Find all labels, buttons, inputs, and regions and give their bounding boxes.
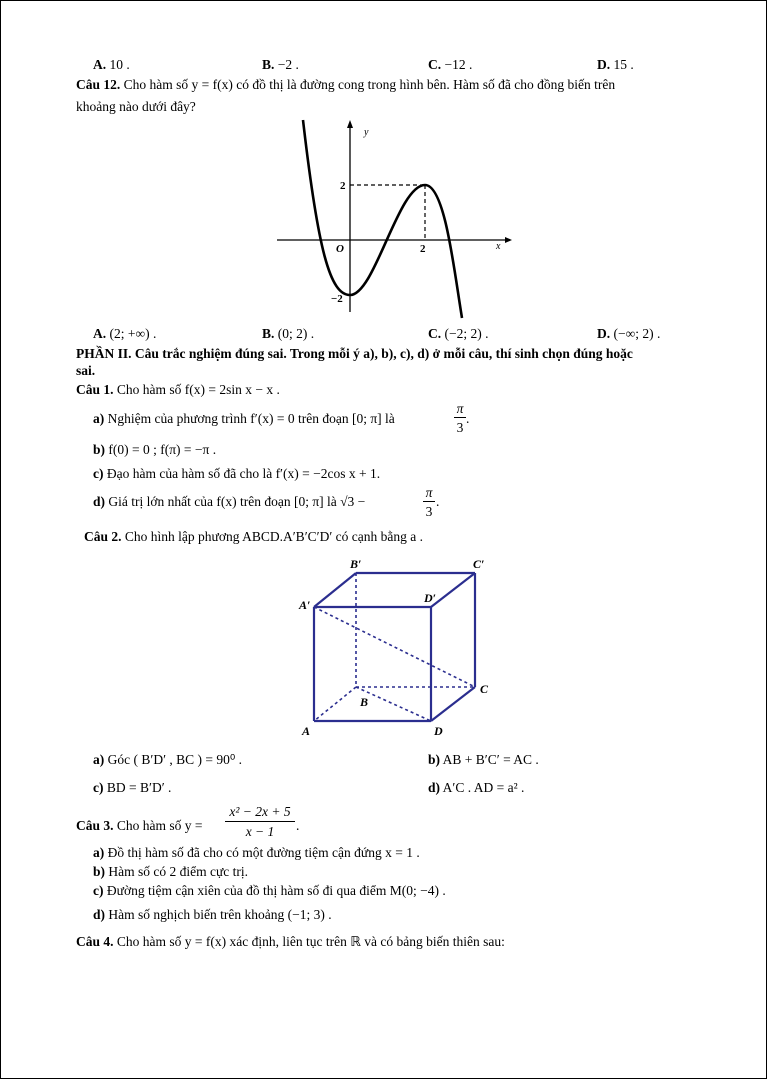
q3-item-b: b) Hàm số có 2 điểm cực trị.: [93, 864, 249, 879]
q3-frac-bar: [225, 821, 295, 822]
q1-item-b: b) f(0) = 0 ; f(π) = −π .: [93, 442, 217, 457]
q2-item-d: d) A′C . AD = a² .: [428, 780, 525, 795]
q12-option-c: C. (−2; 2) .: [428, 326, 489, 341]
vertex-d1: D′: [424, 591, 437, 605]
x-axis-label: x: [496, 241, 501, 252]
vertex-b: B: [360, 695, 369, 709]
q1-d-frac-den: 3: [425, 504, 433, 519]
q11-option-d: D. 15 .: [597, 57, 634, 72]
q2-item-a: a) Góc ( B′D′ , BC ) = 90⁰ .: [93, 752, 243, 767]
q12-text-2: khoảng nào dưới đây?: [76, 99, 196, 114]
vertex-a1: A′: [299, 598, 311, 612]
q1-item-d: d) Giá trị lớn nhất của f(x) trên đoạn [0; π] là √3 −: [93, 494, 366, 509]
q12-text: Câu 12. Cho hàm số y = f(x) có đồ thị là đường cong trong hình bên. Hàm số đã cho đồng biến trên: [76, 77, 616, 92]
q11-option-a: A. 10 .: [93, 57, 130, 72]
tick-y-top: 2: [340, 180, 346, 192]
vertex-c1: C′: [473, 557, 485, 571]
part2-title: PHẦN II. Câu trắc nghiệm đúng sai. Trong mỗi ý a), b), c), d) ở mỗi câu, thí sinh chọn đúng hoặc: [76, 346, 633, 361]
part2-title-2: sai.: [76, 363, 96, 378]
q3-frac-num: x² − 2x + 5: [229, 804, 291, 819]
q3-item-a: a) Đồ thị hàm số đã cho có một đường tiệm cận đứng x = 1 .: [93, 845, 420, 860]
q12-option-a: A. (2; +∞) .: [93, 326, 157, 341]
vertex-a: A: [302, 724, 311, 738]
origin-label: O: [336, 243, 344, 255]
q2-item-c: c) BD = B′D′ .: [93, 780, 172, 795]
q1-item-a: a) Nghiệm của phương trình f′(x) = 0 trên đoạn [0; π] là: [93, 411, 395, 426]
vertex-b1: B′: [350, 557, 362, 571]
q3-item-d: d) Hàm số nghịch biến trên khoảng (−1; 3) .: [93, 907, 332, 922]
q1-item-c: c) Đạo hàm của hàm số đã cho là f′(x) = −2cos x + 1.: [93, 466, 381, 481]
q1-text: Câu 1. Cho hàm số f(x) = 2sin x − x .: [76, 382, 280, 397]
tick-y-bottom: −2: [331, 293, 343, 305]
q4-text: Câu 4. Cho hàm số y = f(x) xác định, liên tục trên ℝ và có bảng biến thiên sau:: [76, 934, 505, 949]
tick-x: 2: [420, 243, 426, 255]
q1-a-frac-bar: [454, 417, 466, 418]
q1-d-period: .: [436, 494, 440, 509]
vertex-d: D: [434, 724, 443, 738]
q11-option-c: C. −12 .: [428, 57, 473, 72]
q3-frac-den: x − 1: [245, 824, 275, 839]
q12-option-b: B. (0; 2) .: [262, 326, 315, 341]
q1-a-frac-den: 3: [456, 420, 464, 435]
q3-text: Câu 3. Cho hàm số y =: [76, 818, 203, 833]
q2-item-b: b) AB + B′C′ = AC .: [428, 752, 539, 767]
q1-d-frac-bar: [423, 501, 435, 502]
q1-a-frac-num: π: [456, 401, 464, 416]
q2-text: Câu 2. Cho hình lập phương ABCD.A′B′C′D′ có cạnh bằng a .: [84, 529, 424, 544]
q12-option-d: D. (−∞; 2) .: [597, 326, 661, 341]
q1-a-period: .: [466, 411, 470, 426]
q11-option-b: B. −2 .: [262, 57, 299, 72]
q1-d-frac-num: π: [425, 485, 433, 500]
q3-period: .: [296, 818, 300, 833]
y-axis-label: y: [364, 127, 369, 138]
vertex-c: C: [480, 682, 489, 696]
q3-item-c: c) Đường tiệm cận xiên của đồ thị hàm số đi qua điểm M(0; −4) .: [93, 883, 446, 898]
